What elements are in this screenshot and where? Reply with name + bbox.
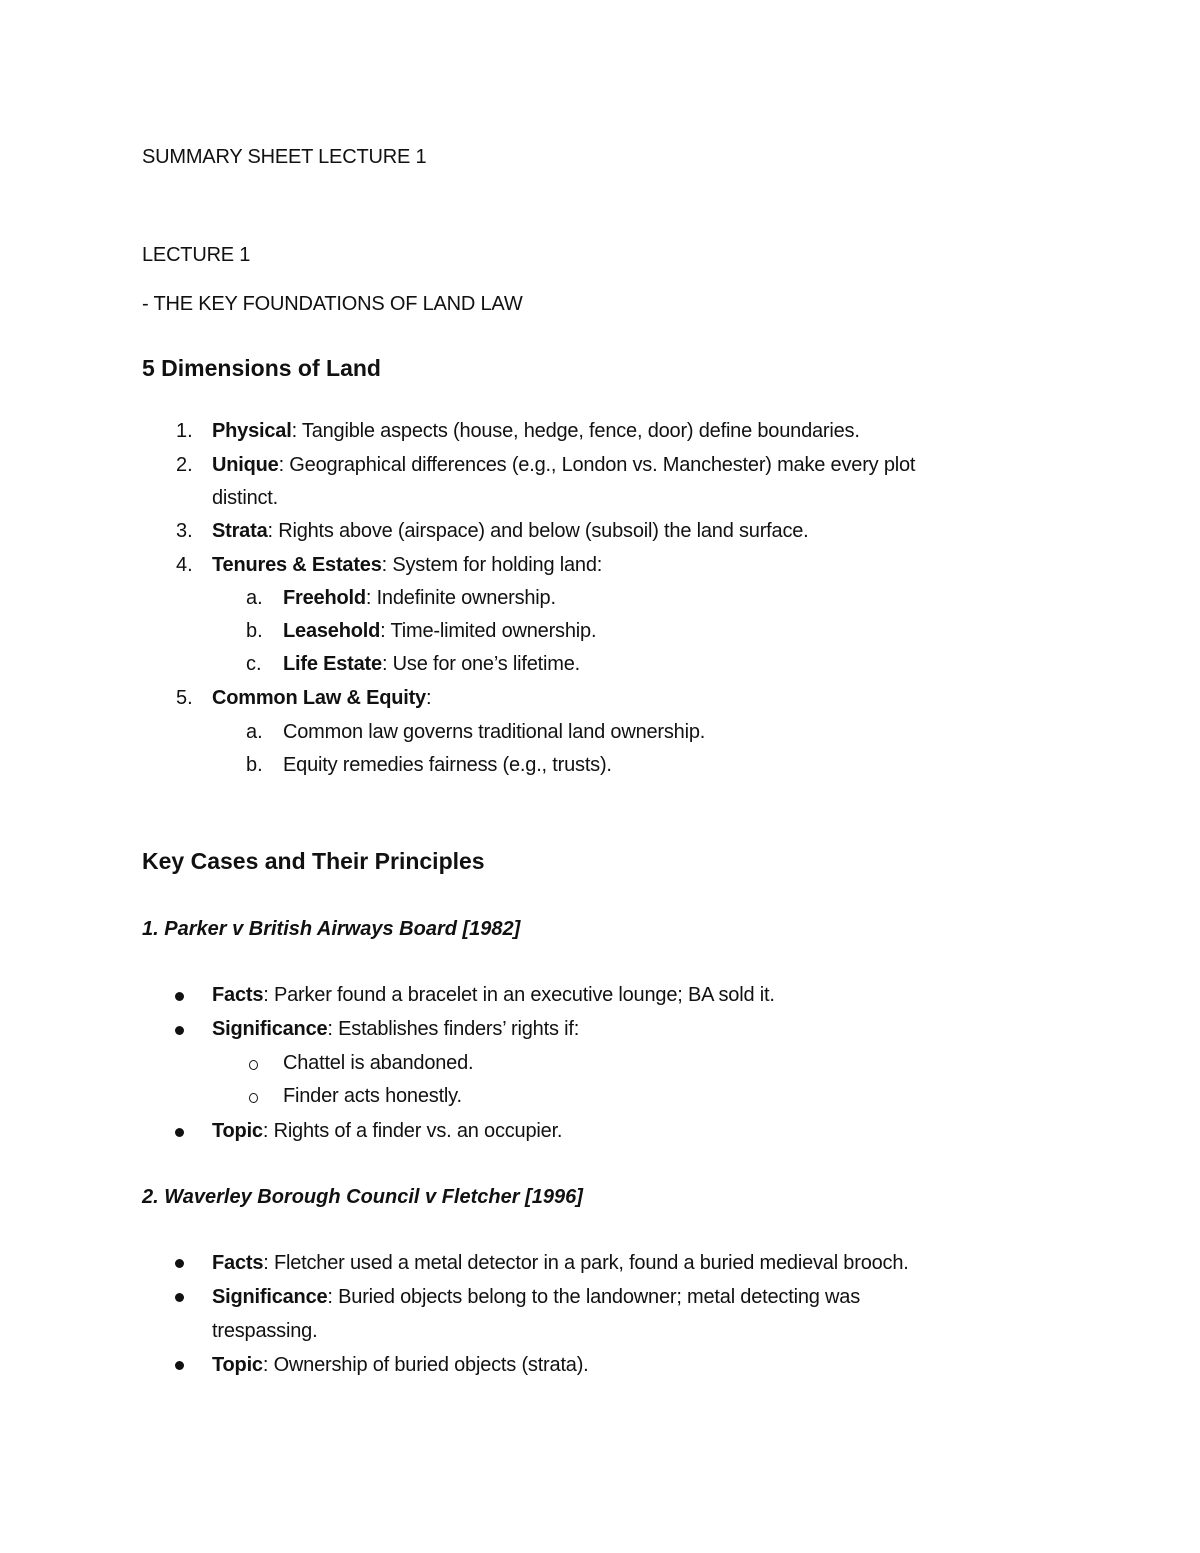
case-point-term: Significance (212, 1018, 328, 1040)
list-marker: 3. (176, 520, 193, 542)
case-title: 2. Waverley Borough Council v Fletcher [1996] (142, 1186, 583, 1208)
bullet-icon (175, 1128, 184, 1137)
list-item-term: Unique (212, 454, 279, 476)
case-point-text: : Ownership of buried objects (strata). (262, 1354, 589, 1376)
list-item (212, 418, 860, 444)
list-item-text: : Rights above (airspace) and below (subsoil) the land surface. (267, 520, 809, 542)
sublist-item-text: : Indefinite ownership. (365, 587, 556, 609)
lecture-label: LECTURE 1 (142, 244, 251, 266)
list-item (212, 552, 602, 578)
sub-bullet-icon (249, 1060, 258, 1070)
case-point (212, 1250, 909, 1276)
list-marker: 1. (176, 420, 193, 442)
list-item-term: Tenures & Estates (212, 554, 382, 576)
sublist-marker: a. (246, 721, 263, 743)
case-point (212, 1352, 589, 1378)
bullet-icon (175, 1026, 184, 1035)
list-item (212, 452, 915, 478)
case-point-text: : Buried objects belong to the landowner; metal detecting was (327, 1286, 860, 1308)
lecture-subtitle: - THE KEY FOUNDATIONS OF LAND LAW (142, 293, 523, 315)
sublist-marker: b. (246, 754, 263, 776)
sublist-item (283, 618, 596, 644)
case-point-term: Significance (212, 1286, 328, 1308)
list-item-text: : Geographical differences (e.g., London vs. Manchester) make every plot (278, 454, 916, 476)
list-item-text: : (425, 687, 432, 709)
sublist-item-text: Common law governs traditional land ownership. (283, 721, 706, 743)
case-point-term: Topic (212, 1120, 263, 1142)
sublist-item-term: Life Estate (283, 653, 382, 675)
case-subpoint: Finder acts honestly. (283, 1085, 462, 1107)
case-point (212, 1284, 860, 1310)
list-item-term: Common Law & Equity (212, 687, 426, 709)
list-item-term: Strata (212, 520, 268, 542)
case-point (212, 982, 775, 1008)
sublist-marker: c. (246, 653, 262, 675)
case-point-term: Facts (212, 984, 264, 1006)
case-point-text: : Rights of a finder vs. an occupier. (262, 1120, 563, 1142)
case-point-continuation: trespassing. (212, 1320, 318, 1342)
bullet-icon (175, 992, 184, 1001)
bullet-icon (175, 1361, 184, 1370)
case-point (212, 1016, 579, 1042)
document-title: SUMMARY SHEET LECTURE 1 (142, 146, 427, 168)
sublist-item (283, 585, 556, 611)
list-item (212, 685, 431, 711)
sublist-item-term: Freehold (283, 587, 366, 609)
list-item-continuation: distinct. (212, 487, 279, 509)
sublist-marker: a. (246, 587, 263, 609)
sublist-item-text: : Use for one’s lifetime. (381, 653, 581, 675)
list-item-term: Physical (212, 420, 292, 442)
sublist-item-text: Equity remedies fairness (e.g., trusts). (283, 754, 612, 776)
cases-heading: Key Cases and Their Principles (142, 848, 485, 874)
list-item (212, 518, 809, 544)
sublist-item-term: Leasehold (283, 620, 381, 642)
case-subpoint: Chattel is abandoned. (283, 1052, 474, 1074)
bullet-icon (175, 1259, 184, 1268)
case-point-text: : Establishes finders’ rights if: (327, 1018, 580, 1040)
list-marker: 4. (176, 554, 193, 576)
list-item-text: : Tangible aspects (house, hedge, fence, door) define boundaries. (291, 420, 860, 442)
sub-bullet-icon (249, 1093, 258, 1103)
case-point-text: : Parker found a bracelet in an executive lounge; BA sold it. (263, 984, 775, 1006)
list-item-text: : System for holding land: (381, 554, 603, 576)
case-point-term: Facts (212, 1252, 264, 1274)
sublist-item-text: : Time-limited ownership. (380, 620, 597, 642)
case-title: 1. Parker v British Airways Board [1982] (142, 918, 521, 940)
case-point-term: Topic (212, 1354, 263, 1376)
sublist-marker: b. (246, 620, 263, 642)
dimensions-heading: 5 Dimensions of Land (142, 355, 381, 381)
list-marker: 2. (176, 454, 193, 476)
bullet-icon (175, 1293, 184, 1302)
case-point-text: : Fletcher used a metal detector in a park, found a buried medieval brooch. (263, 1252, 909, 1274)
list-marker: 5. (176, 687, 193, 709)
case-point (212, 1118, 562, 1144)
sublist-item (283, 651, 580, 677)
